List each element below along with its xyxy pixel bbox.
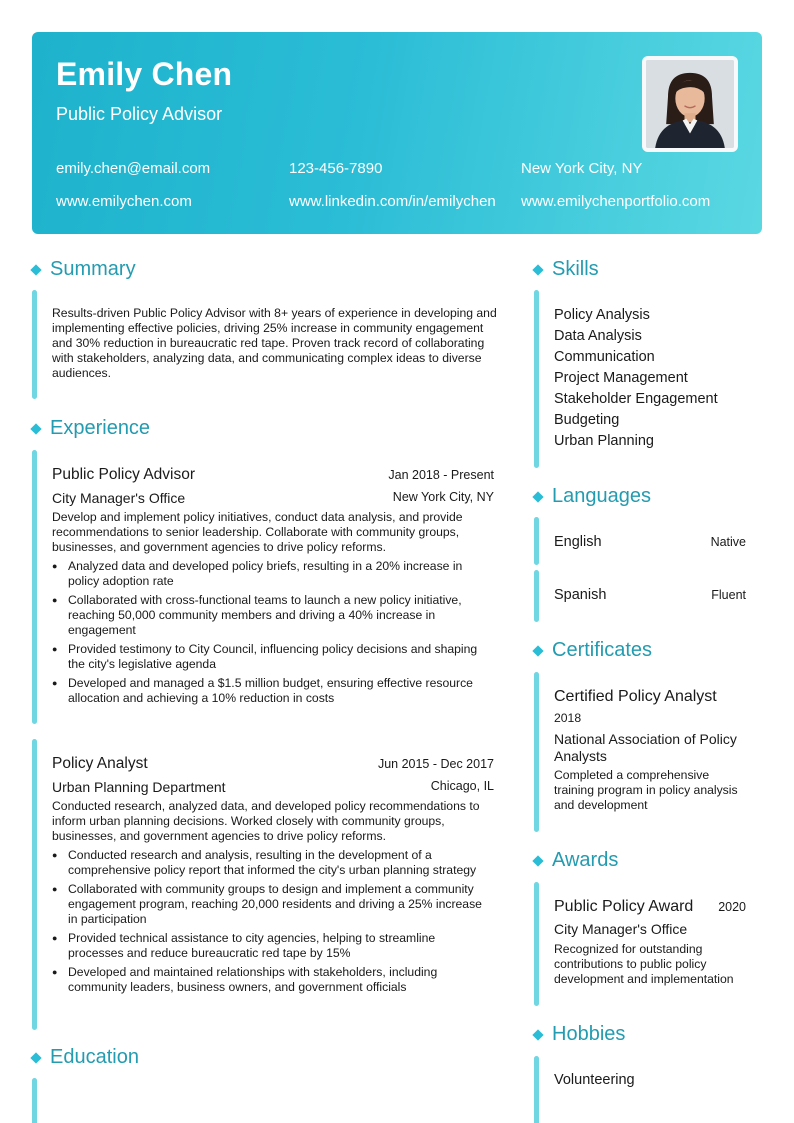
diamond-icon — [30, 264, 41, 275]
diamond-icon — [532, 491, 543, 502]
language-level: Fluent — [711, 588, 746, 602]
accent-bar — [534, 570, 539, 622]
job-description: Conducted research, analyzed data, and developed policy recommendations to inform urban planning decisions. Worked closely with community groups, businesses, and government agencies to drive policy reforms. — [52, 799, 480, 843]
language-name: Spanish — [554, 587, 607, 603]
job-date: Jun 2015 - Dec 2017 — [377, 757, 494, 771]
contact-phone[interactable]: 123-456-7890 — [289, 160, 383, 177]
awards-heading-text: Awards — [552, 849, 619, 871]
certificate-year: 2018 — [554, 711, 582, 725]
list-item: ● Conducted research and analysis, resulting in the development of a comprehensive policy report that informed the city's urban planning strategy — [52, 848, 482, 878]
skills-heading-text: Skills — [552, 258, 599, 280]
contact-portfolio[interactable]: www.emilychenportfolio.com — [521, 193, 711, 210]
accent-bar — [32, 1078, 37, 1123]
list-item: ● Collaborated with community groups to design and implement a community engagement program, reaching 20,000 residents and driving a 25% increase in participation — [52, 882, 482, 927]
languages-heading-text: Languages — [552, 485, 651, 507]
accent-bar — [534, 290, 539, 468]
list-item: ● Analyzed data and developed policy briefs, resulting in a 20% increase in policy adoption rate — [52, 559, 482, 589]
award-year: 2020 — [718, 900, 746, 914]
certificate-issuer: National Association of Policy Analysts — [554, 731, 737, 764]
job-title: Policy Analyst — [52, 755, 148, 772]
hobbies-block — [534, 1056, 762, 1123]
accent-bar — [534, 882, 539, 1006]
summary-heading-text: Summary — [50, 258, 136, 280]
diamond-icon — [532, 264, 543, 275]
list-item: ● Developed and maintained relationships with stakeholders, including community leaders, business owners, and government officials — [52, 965, 482, 995]
list-item: ● Provided testimony to City Council, influencing policy decisions and shaping the city's legislative agenda — [52, 642, 482, 672]
certificates-heading-text: Certificates — [552, 639, 653, 661]
awards-heading — [532, 849, 618, 872]
skill-item: Policy Analysis — [554, 307, 650, 323]
contact-email[interactable]: emily.chen@email.com — [56, 160, 211, 177]
education-block — [32, 1078, 498, 1123]
diamond-icon — [532, 1029, 543, 1040]
job-achievements — [52, 559, 482, 710]
candidate-role: Public Policy Advisor — [56, 104, 223, 124]
list-item: ● Developed and managed a $1.5 million budget, ensuring effective resource allocation and achieving a 10% reduction in costs — [52, 676, 482, 706]
resume-header — [32, 32, 762, 234]
award-issuer: City Manager's Office — [554, 921, 688, 937]
hobby-item: Volunteering — [554, 1072, 635, 1088]
candidate-name: Emily Chen — [56, 56, 233, 92]
diamond-icon — [30, 423, 41, 434]
language-name: English — [554, 534, 602, 550]
summary-text: Results-driven Public Policy Advisor with 8+ years of experience in developing and implementing effective policies, driving 25% increase in community engagement and 30% reduction in bureaucratic red tape. Proven track record of collaborating with stakeholders, analyzing data, and communicating complex ideas to diverse audiences. — [52, 306, 497, 380]
list-item: ● Provided technical assistance to city agencies, helping to streamline processes and reduce bureaucratic red tape by 15% — [52, 931, 482, 961]
job-achievements — [52, 848, 482, 999]
skill-item: Budgeting — [554, 412, 620, 428]
hobbies-heading — [532, 1023, 625, 1046]
portrait-image — [646, 60, 734, 148]
profile-photo — [642, 56, 738, 152]
certificates-heading — [532, 639, 652, 662]
job-location: Chicago, IL — [430, 779, 494, 793]
job-description: Develop and implement policy initiatives, conduct data analysis, and provide recommendations to senior leadership. Collaborate with community groups, businesses, and government agencies to drive policy reforms. — [52, 510, 463, 554]
education-heading — [30, 1046, 139, 1069]
award-description: Recognized for outstanding contributions to public policy development and implementation — [554, 942, 734, 986]
experience-heading — [30, 417, 150, 440]
languages-heading — [532, 485, 651, 508]
accent-bar — [32, 450, 37, 724]
skill-item: Project Management — [554, 370, 688, 386]
contact-location: New York City, NY — [521, 160, 643, 177]
award-name: Public Policy Award — [554, 898, 694, 915]
diamond-icon — [532, 645, 543, 656]
accent-bar — [534, 672, 539, 832]
contact-linkedin[interactable]: www.linkedin.com/in/emilychen — [289, 193, 496, 210]
job-org: Urban Planning Department — [52, 779, 226, 795]
skill-item: Communication — [554, 349, 655, 365]
contact-website[interactable]: www.emilychen.com — [56, 193, 192, 210]
education-heading-text: Education — [50, 1046, 139, 1068]
job-location: New York City, NY — [392, 490, 494, 504]
job-date: Jan 2018 - Present — [388, 468, 494, 482]
accent-bar — [32, 290, 37, 399]
list-item: ● Collaborated with cross-functional teams to launch a new policy initiative, reaching 50,000 community members and driving a 40% increase in engagement — [52, 593, 482, 638]
language-level: Native — [710, 535, 746, 549]
accent-bar — [32, 739, 37, 1030]
skill-item: Stakeholder Engagement — [554, 391, 718, 407]
hobbies-heading-text: Hobbies — [552, 1023, 626, 1045]
diamond-icon — [30, 1052, 41, 1063]
skill-item: Urban Planning — [554, 433, 654, 449]
job-org: City Manager's Office — [52, 490, 186, 506]
experience-heading-text: Experience — [50, 417, 151, 439]
skill-item: Data Analysis — [554, 328, 642, 344]
certificate-description: Completed a comprehensive training program in policy analysis and development — [554, 768, 738, 812]
skills-heading — [532, 258, 599, 281]
accent-bar — [534, 517, 539, 565]
certificate-name: Certified Policy Analyst — [554, 688, 717, 705]
diamond-icon — [532, 855, 543, 866]
accent-bar — [534, 1056, 539, 1123]
summary-heading — [30, 258, 136, 281]
job-title: Public Policy Advisor — [52, 466, 196, 483]
